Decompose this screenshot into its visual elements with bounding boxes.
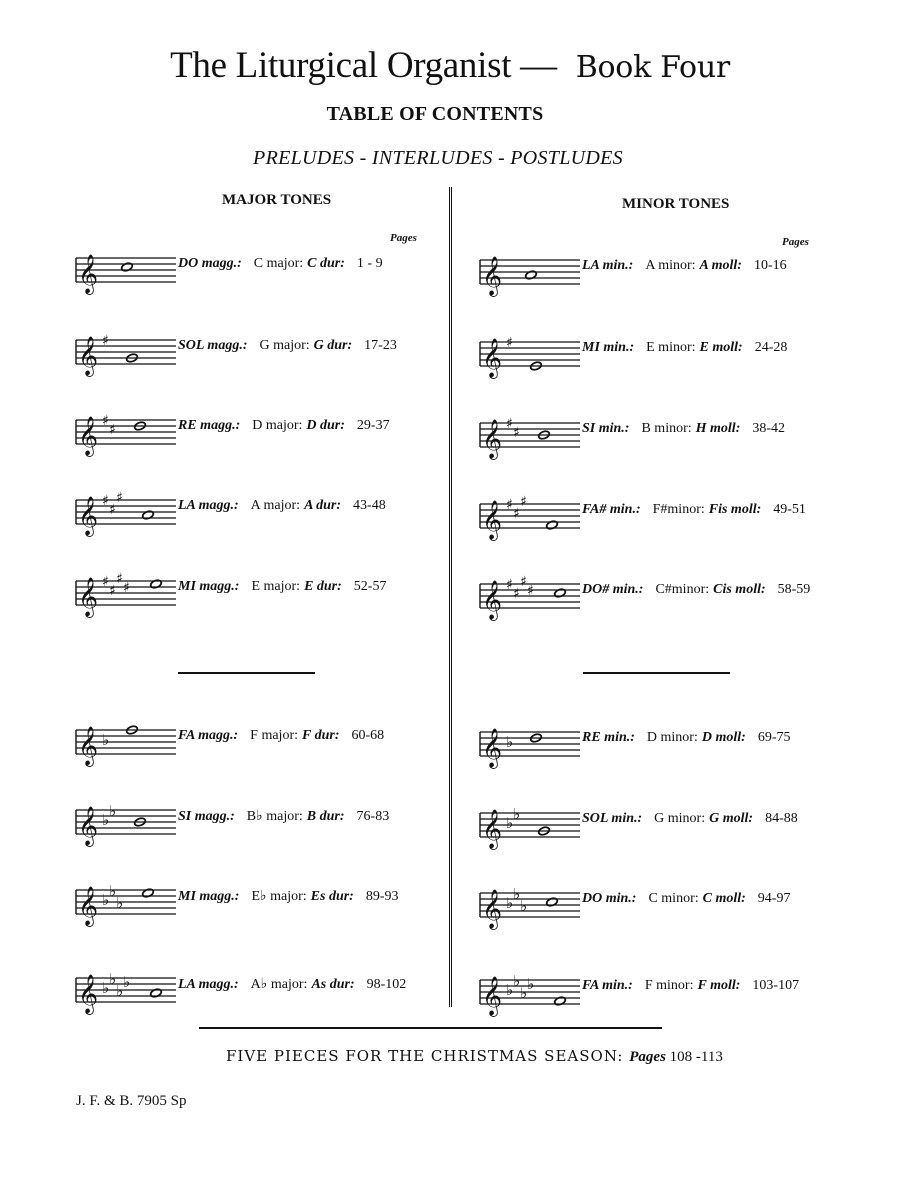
minor-entry bbox=[582, 502, 806, 518]
christmas-pages: 108 -113 bbox=[669, 1049, 723, 1065]
page-range: 69-75 bbox=[757, 730, 791, 745]
minor-row bbox=[476, 564, 896, 624]
page-range: 29-37 bbox=[356, 418, 390, 433]
german-name: H moll: bbox=[695, 421, 741, 436]
minor-staff-0 bbox=[476, 240, 582, 300]
german-name: Es dur: bbox=[310, 889, 354, 904]
major-row bbox=[72, 870, 492, 930]
flat-icon: ♭ bbox=[109, 882, 117, 900]
minor-staff-3 bbox=[476, 484, 582, 544]
english-name: C#minor: bbox=[655, 582, 710, 597]
treble-clef-icon: 𝄞 bbox=[482, 580, 503, 620]
english-name: F major: bbox=[250, 728, 299, 743]
minor-entry bbox=[582, 978, 799, 994]
page-range: 10-16 bbox=[753, 258, 787, 273]
treble-clef-icon: 𝄞 bbox=[482, 500, 503, 540]
sharp-icon: ♯ bbox=[116, 490, 123, 506]
major-entry bbox=[178, 728, 384, 744]
flat-icon: ♭ bbox=[123, 973, 131, 991]
flat-icon: ♭ bbox=[506, 814, 514, 832]
treble-clef-icon: 𝄞 bbox=[78, 336, 99, 376]
sharp-icon: ♯ bbox=[102, 493, 109, 509]
page-range: 58-59 bbox=[777, 582, 811, 597]
page-range: 43-48 bbox=[353, 498, 386, 513]
english-name: F minor: bbox=[644, 978, 694, 993]
flat-icon: ♭ bbox=[506, 894, 514, 912]
english-name: G major: bbox=[259, 338, 310, 353]
treble-clef-icon: 𝄞 bbox=[482, 728, 503, 768]
minor-heading: MINOR TONES bbox=[622, 196, 730, 212]
major-entry bbox=[178, 338, 397, 354]
german-name: B dur: bbox=[306, 809, 345, 824]
minor-row bbox=[476, 403, 896, 463]
bottom-rule bbox=[199, 1027, 662, 1029]
flat-icon: ♭ bbox=[102, 891, 110, 909]
treble-clef-icon: 𝄞 bbox=[78, 974, 99, 1014]
minor-row bbox=[476, 322, 896, 382]
treble-clef-icon: 𝄞 bbox=[78, 886, 99, 926]
german-name: A dur: bbox=[304, 498, 342, 513]
page-range: 52-57 bbox=[353, 579, 387, 594]
sharp-icon: ♯ bbox=[506, 497, 513, 513]
german-name: Fis moll: bbox=[708, 502, 762, 517]
flat-icon: ♭ bbox=[102, 731, 110, 749]
flat-icon: ♭ bbox=[513, 805, 521, 823]
italian-name: DO magg.: bbox=[178, 256, 242, 271]
treble-clef-icon: 𝄞 bbox=[482, 889, 503, 929]
italian-name: MI magg.: bbox=[178, 579, 240, 594]
minor-staff-4 bbox=[476, 564, 582, 624]
major-row bbox=[72, 320, 492, 380]
minor-row bbox=[476, 873, 896, 933]
italian-name: FA magg.: bbox=[178, 728, 239, 743]
toc-heading: TABLE OF CONTENTS bbox=[326, 103, 544, 125]
italian-name: MI magg.: bbox=[178, 889, 240, 904]
page-range: 89-93 bbox=[365, 889, 399, 904]
major-separator bbox=[178, 672, 315, 674]
major-staff-4 bbox=[72, 561, 178, 621]
english-name: E♭ major: bbox=[251, 889, 307, 904]
minor-pages-label: Pages bbox=[782, 236, 809, 248]
german-name: A moll: bbox=[699, 258, 742, 273]
minor-row bbox=[476, 712, 896, 772]
italian-name: DO# min.: bbox=[582, 582, 644, 597]
minor-entry bbox=[582, 582, 810, 598]
major-row bbox=[72, 958, 492, 1018]
major-entry bbox=[178, 888, 399, 905]
minor-entry bbox=[582, 730, 790, 746]
german-name: C dur: bbox=[307, 256, 345, 271]
german-name: G dur: bbox=[313, 338, 353, 353]
page-range: 76-83 bbox=[356, 809, 390, 824]
minor-staff-7 bbox=[476, 873, 582, 933]
christmas-line bbox=[226, 1047, 723, 1066]
english-name: D major: bbox=[252, 418, 303, 433]
german-name: G moll: bbox=[709, 811, 754, 826]
sharp-icon: ♯ bbox=[506, 416, 513, 432]
major-staff-0 bbox=[72, 238, 178, 298]
german-name: E dur: bbox=[304, 579, 342, 594]
german-name: Cis moll: bbox=[713, 582, 766, 597]
english-name: A major: bbox=[250, 498, 301, 513]
page-range: 49-51 bbox=[773, 502, 806, 517]
italian-name: FA# min.: bbox=[582, 502, 641, 517]
italian-name: SI min.: bbox=[582, 421, 630, 436]
page-range: 94-97 bbox=[757, 891, 791, 906]
major-entry bbox=[178, 579, 386, 595]
flat-icon: ♭ bbox=[513, 972, 521, 990]
sharp-icon: ♯ bbox=[513, 506, 520, 522]
italian-name: SI magg.: bbox=[178, 809, 235, 824]
christmas-label: FIVE PIECES FOR THE CHRISTMAS SEASON: bbox=[226, 1047, 624, 1065]
sharp-icon: ♯ bbox=[506, 577, 513, 593]
german-name: E moll: bbox=[699, 340, 743, 355]
treble-clef-icon: 𝄞 bbox=[78, 726, 99, 766]
page-range: 38-42 bbox=[752, 421, 786, 436]
sharp-icon: ♯ bbox=[513, 586, 520, 602]
sharp-icon: ♯ bbox=[109, 583, 116, 599]
subtitle: PRELUDES - INTERLUDES - POSTLUDES bbox=[253, 147, 623, 169]
german-name: As dur: bbox=[311, 977, 355, 992]
english-name: A minor: bbox=[645, 258, 696, 273]
page-range: 84-88 bbox=[765, 811, 798, 826]
italian-name: RE magg.: bbox=[178, 418, 241, 433]
minor-entry bbox=[582, 891, 790, 907]
minor-staff-8 bbox=[476, 960, 582, 1020]
english-name: E minor: bbox=[646, 340, 696, 355]
german-name: D moll: bbox=[701, 730, 746, 745]
minor-separator bbox=[583, 672, 730, 674]
page-range: 24-28 bbox=[754, 340, 788, 355]
major-staff-3 bbox=[72, 480, 178, 540]
sharp-icon: ♯ bbox=[109, 422, 116, 438]
major-entry bbox=[178, 498, 386, 514]
sharp-icon: ♯ bbox=[520, 574, 527, 590]
treble-clef-icon: 𝄞 bbox=[482, 419, 503, 459]
flat-icon: ♭ bbox=[527, 975, 535, 993]
major-staff-1 bbox=[72, 320, 178, 380]
italian-name: FA min.: bbox=[582, 978, 633, 993]
major-row bbox=[72, 480, 492, 540]
minor-staff-1 bbox=[476, 322, 582, 382]
german-name: C moll: bbox=[702, 891, 746, 906]
major-row bbox=[72, 238, 492, 298]
major-row bbox=[72, 790, 492, 850]
english-name: B♭ major: bbox=[246, 809, 303, 824]
treble-clef-icon: 𝄞 bbox=[78, 806, 99, 846]
sharp-icon: ♯ bbox=[102, 413, 109, 429]
title-main: The Liturgical Organist — bbox=[170, 45, 557, 86]
italian-name: DO min.: bbox=[582, 891, 637, 906]
major-pages-label: Pages bbox=[390, 232, 417, 244]
page-range: 103-107 bbox=[752, 978, 800, 993]
major-entry bbox=[178, 256, 383, 272]
major-row bbox=[72, 710, 492, 770]
christmas-pages-label: Pages bbox=[629, 1049, 666, 1065]
title-book: Book Four bbox=[575, 50, 730, 85]
italian-name: SOL magg.: bbox=[178, 338, 248, 353]
major-entry bbox=[178, 808, 389, 825]
major-entry bbox=[178, 418, 390, 434]
flat-icon: ♭ bbox=[506, 981, 514, 999]
italian-name: SOL min.: bbox=[582, 811, 643, 826]
minor-row bbox=[476, 240, 896, 300]
major-row bbox=[72, 561, 492, 621]
minor-staff-5 bbox=[476, 712, 582, 772]
major-row bbox=[72, 400, 492, 460]
minor-entry bbox=[582, 340, 787, 356]
treble-clef-icon: 𝄞 bbox=[78, 254, 99, 294]
major-heading: MAJOR TONES bbox=[222, 192, 332, 208]
sharp-icon: ♯ bbox=[109, 502, 116, 518]
minor-staff-2 bbox=[476, 403, 582, 463]
treble-clef-icon: 𝄞 bbox=[482, 976, 503, 1016]
italian-name: RE min.: bbox=[582, 730, 635, 745]
major-staff-5 bbox=[72, 710, 178, 770]
minor-entry bbox=[582, 258, 787, 274]
english-name: C major: bbox=[253, 256, 304, 271]
english-name: D minor: bbox=[646, 730, 698, 745]
minor-row bbox=[476, 960, 896, 1020]
minor-row bbox=[476, 793, 896, 853]
flat-icon: ♭ bbox=[520, 897, 528, 915]
page-range: 1 - 9 bbox=[356, 256, 383, 271]
flat-icon: ♭ bbox=[506, 733, 514, 751]
sharp-icon: ♯ bbox=[520, 494, 527, 510]
english-name: G minor: bbox=[654, 811, 706, 826]
minor-staff-6 bbox=[476, 793, 582, 853]
page-range: 98-102 bbox=[366, 977, 407, 992]
major-staff-8 bbox=[72, 958, 178, 1018]
sharp-icon: ♯ bbox=[116, 571, 123, 587]
treble-clef-icon: 𝄞 bbox=[78, 577, 99, 617]
flat-icon: ♭ bbox=[513, 885, 521, 903]
flat-icon: ♭ bbox=[102, 811, 110, 829]
flat-icon: ♭ bbox=[102, 979, 110, 997]
flat-icon: ♭ bbox=[116, 982, 124, 1000]
italian-name: MI min.: bbox=[582, 340, 635, 355]
english-name: B minor: bbox=[641, 421, 692, 436]
flat-icon: ♭ bbox=[520, 984, 528, 1002]
english-name: F#minor: bbox=[652, 502, 705, 517]
treble-clef-icon: 𝄞 bbox=[482, 809, 503, 849]
german-name: F dur: bbox=[302, 728, 340, 743]
minor-entry bbox=[582, 811, 798, 827]
sharp-icon: ♯ bbox=[513, 425, 520, 441]
page-title bbox=[0, 44, 900, 87]
page-range: 60-68 bbox=[351, 728, 385, 743]
sharp-icon: ♯ bbox=[123, 580, 130, 596]
flat-icon: ♭ bbox=[116, 894, 124, 912]
major-staff-2 bbox=[72, 400, 178, 460]
italian-name: LA magg.: bbox=[178, 977, 239, 992]
page-range: 17-23 bbox=[364, 338, 397, 353]
minor-row bbox=[476, 484, 896, 544]
sharp-icon: ♯ bbox=[506, 335, 513, 351]
flat-icon: ♭ bbox=[109, 802, 117, 820]
flat-icon: ♭ bbox=[109, 970, 117, 988]
italian-name: LA magg.: bbox=[178, 498, 239, 513]
sharp-icon: ♯ bbox=[527, 583, 534, 599]
treble-clef-icon: 𝄞 bbox=[78, 416, 99, 456]
major-staff-6 bbox=[72, 790, 178, 850]
english-name: C minor: bbox=[648, 891, 699, 906]
sharp-icon: ♯ bbox=[102, 333, 109, 349]
german-name: F moll: bbox=[697, 978, 741, 993]
english-name: A♭ major: bbox=[250, 977, 308, 992]
treble-clef-icon: 𝄞 bbox=[78, 496, 99, 536]
major-staff-7 bbox=[72, 870, 178, 930]
german-name: D dur: bbox=[306, 418, 345, 433]
treble-clef-icon: 𝄞 bbox=[482, 338, 503, 378]
sharp-icon: ♯ bbox=[102, 574, 109, 590]
minor-entry bbox=[582, 421, 785, 437]
catalog-number: J. F. & B. 7905 Sp bbox=[76, 1093, 187, 1109]
treble-clef-icon: 𝄞 bbox=[482, 256, 503, 296]
italian-name: LA min.: bbox=[582, 258, 634, 273]
major-entry bbox=[178, 976, 406, 993]
english-name: E major: bbox=[251, 579, 301, 594]
